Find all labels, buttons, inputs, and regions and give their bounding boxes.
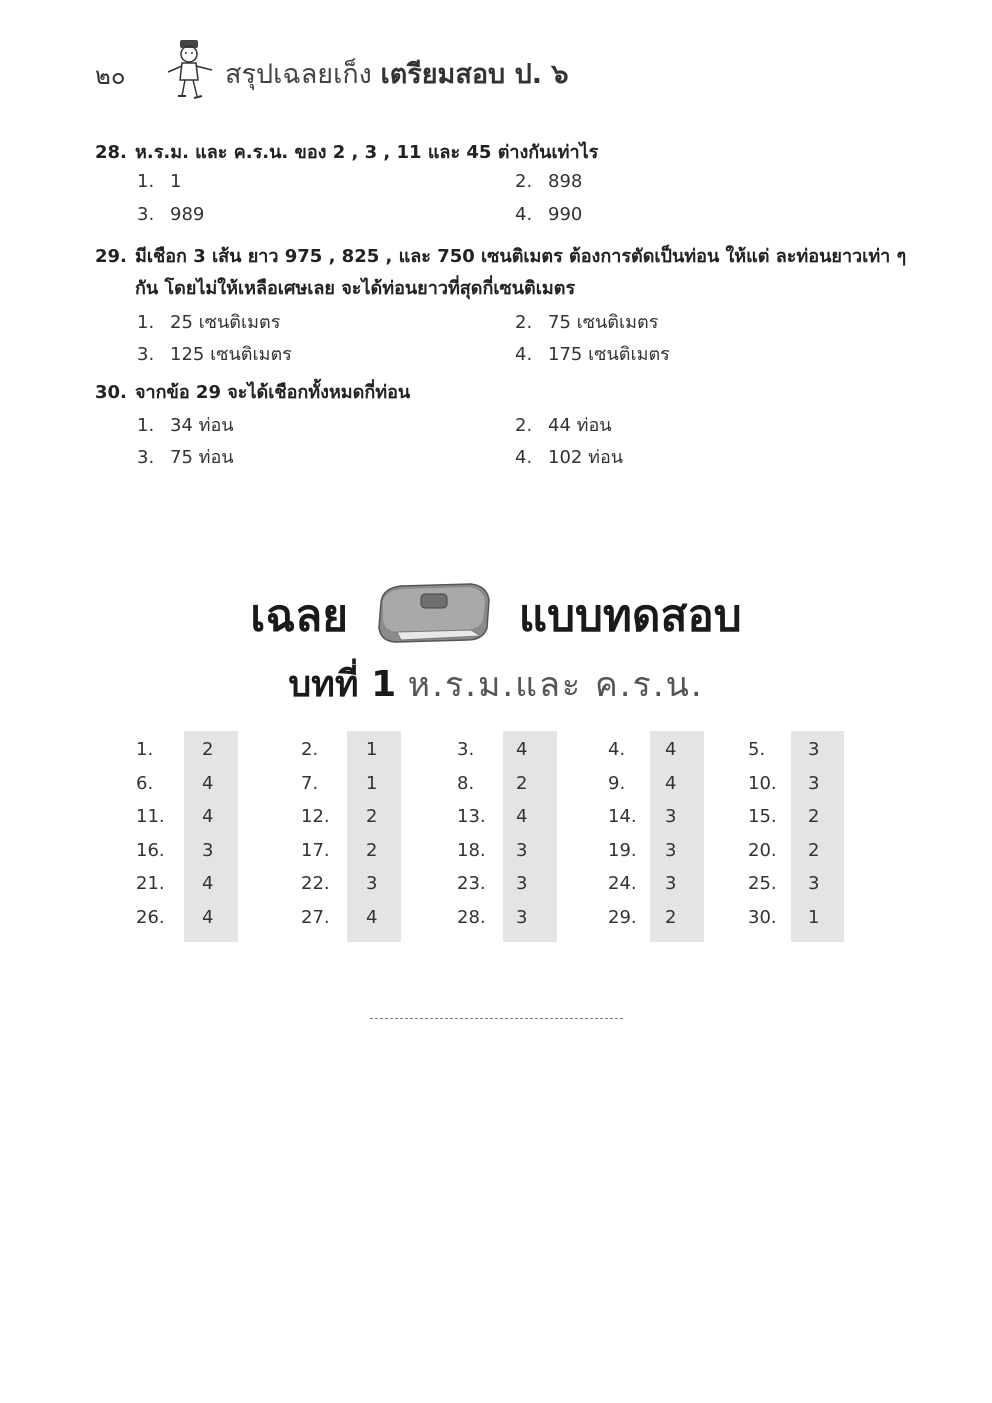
answer-key-question-number: 3. bbox=[457, 739, 475, 760]
answer-key-question-number: 23. bbox=[457, 873, 486, 894]
answer-key-answer: 3 bbox=[202, 840, 214, 861]
answer-key-answer: 3 bbox=[808, 873, 820, 894]
answer-key-answer: 3 bbox=[366, 873, 378, 894]
header-title-bold: เตรียมสอบ ป. ๖ bbox=[380, 59, 569, 90]
question-29-option-3: 3. 125 เซนติเมตร bbox=[137, 344, 292, 365]
question-number: 28. bbox=[95, 142, 127, 163]
question-28-option-1: 1. 1 bbox=[137, 171, 182, 192]
question-29-stem-line-2: กัน โดยไม่ให้เหลือเศษเลย จะได้ท่อนยาวที่สุดกี่เซนติเมตร bbox=[135, 278, 576, 299]
answer-key-answer: 2 bbox=[366, 806, 378, 827]
answer-key-answer: 1 bbox=[808, 907, 820, 928]
answer-key-answer: 4 bbox=[366, 907, 378, 928]
answer-key-subtitle bbox=[0, 655, 992, 712]
answer-key-answer: 3 bbox=[808, 773, 820, 794]
header-title-prefix: สรุปเฉลยเก็ง bbox=[225, 59, 372, 90]
answer-key-question-number: 14. bbox=[608, 806, 637, 827]
answer-key-answer: 2 bbox=[665, 907, 677, 928]
question-28-option-3: 3. 989 bbox=[137, 204, 205, 225]
chapter-label: บทที่ 1 bbox=[288, 664, 397, 705]
question-29-option-1: 1. 25 เซนติเมตร bbox=[137, 312, 281, 333]
answer-key-question-number: 19. bbox=[608, 840, 637, 861]
answer-key-question-number: 1. bbox=[136, 739, 154, 760]
answer-key-question-number: 12. bbox=[301, 806, 330, 827]
answer-key-answer: 4 bbox=[516, 739, 528, 760]
question-number: 29. bbox=[95, 246, 127, 267]
question-30-option-2: 2. 44 ท่อน bbox=[515, 415, 612, 436]
answer-key-answer: 2 bbox=[808, 806, 820, 827]
answer-key-question-number: 9. bbox=[608, 773, 626, 794]
answer-key-answer: 2 bbox=[366, 840, 378, 861]
answer-key-question-number: 7. bbox=[301, 773, 319, 794]
answer-key-question-number: 13. bbox=[457, 806, 486, 827]
answer-key-question-number: 24. bbox=[608, 873, 637, 894]
answer-key-title-left: เฉลย bbox=[250, 590, 349, 642]
answer-key-answer: 3 bbox=[665, 873, 677, 894]
answer-key-answer: 3 bbox=[665, 806, 677, 827]
page-number: ๒๐ bbox=[95, 62, 126, 90]
header-title bbox=[225, 52, 569, 95]
question-29-option-2: 2. 75 เซนติเมตร bbox=[515, 312, 659, 333]
answer-key-title bbox=[0, 580, 992, 650]
question-30-option-1: 1. 34 ท่อน bbox=[137, 415, 234, 436]
question-28-stem bbox=[95, 137, 598, 166]
answer-key-answer: 4 bbox=[202, 773, 214, 794]
answer-key-question-number: 2. bbox=[301, 739, 319, 760]
answer-key-question-number: 6. bbox=[136, 773, 154, 794]
answer-key-answer: 3 bbox=[516, 907, 528, 928]
question-text: จากข้อ 29 จะได้เชือกทั้งหมดกี่ท่อน bbox=[135, 382, 411, 403]
answer-key-answer: 2 bbox=[516, 773, 528, 794]
answer-key-answer: 3 bbox=[665, 840, 677, 861]
answer-key-question-number: 27. bbox=[301, 907, 330, 928]
answer-key-question-number: 29. bbox=[608, 907, 637, 928]
question-30-option-3: 3. 75 ท่อน bbox=[137, 447, 234, 468]
question-30-option-4: 4. 102 ท่อน bbox=[515, 447, 624, 468]
answer-key-question-number: 11. bbox=[136, 806, 165, 827]
question-text: ห.ร.ม. และ ค.ร.น. ของ 2 , 3 , 11 และ 45 ต่างกันเท่าไร bbox=[135, 142, 599, 163]
answer-key-answer: 1 bbox=[366, 773, 378, 794]
answer-key-question-number: 4. bbox=[608, 739, 626, 760]
question-28-option-2: 2. 898 bbox=[515, 171, 583, 192]
answer-key-question-number: 25. bbox=[748, 873, 777, 894]
question-29-stem bbox=[95, 241, 906, 270]
answer-key-answer: 2 bbox=[202, 739, 214, 760]
answer-key-answer: 3 bbox=[808, 739, 820, 760]
answer-key-answer: 4 bbox=[202, 873, 214, 894]
answer-key-question-number: 16. bbox=[136, 840, 165, 861]
separator-line bbox=[370, 1018, 623, 1019]
answer-key-answer: 4 bbox=[665, 739, 677, 760]
answer-key-question-number: 18. bbox=[457, 840, 486, 861]
answer-key-answer: 4 bbox=[202, 806, 214, 827]
answer-key-question-number: 20. bbox=[748, 840, 777, 861]
answer-key-question-number: 5. bbox=[748, 739, 766, 760]
mascot-illustration bbox=[160, 38, 220, 108]
question-number: 30. bbox=[95, 382, 127, 403]
answer-key-answer: 3 bbox=[516, 840, 528, 861]
answer-column-background bbox=[503, 731, 557, 942]
answer-key-answer: 4 bbox=[202, 907, 214, 928]
answer-key-question-number: 26. bbox=[136, 907, 165, 928]
answer-key-question-number: 30. bbox=[748, 907, 777, 928]
answer-key-question-number: 28. bbox=[457, 907, 486, 928]
book-icon bbox=[371, 580, 495, 657]
answer-key-answer: 3 bbox=[516, 873, 528, 894]
answer-key-question-number: 10. bbox=[748, 773, 777, 794]
answer-key-question-number: 15. bbox=[748, 806, 777, 827]
answer-key-question-number: 22. bbox=[301, 873, 330, 894]
answer-key-answer: 2 bbox=[808, 840, 820, 861]
answer-key-title-right: แบบทดสอบ bbox=[518, 590, 742, 642]
question-29-option-4: 4. 175 เซนติเมตร bbox=[515, 344, 670, 365]
answer-key-question-number: 21. bbox=[136, 873, 165, 894]
answer-key-answer: 4 bbox=[665, 773, 677, 794]
answer-key-question-number: 8. bbox=[457, 773, 475, 794]
answer-column-background bbox=[650, 731, 704, 942]
answer-key-answer: 1 bbox=[366, 739, 378, 760]
question-text: มีเชือก 3 เส้น ยาว 975 , 825 , และ 750 เซนติเมตร ต้องการตัดเป็นท่อน ให้แต่ ละท่อนยาวเท่า ๆ bbox=[135, 246, 907, 267]
chapter-topic: ห.ร.ม.และ ค.ร.น. bbox=[407, 665, 704, 705]
question-30-stem bbox=[95, 377, 410, 406]
answer-key-answer: 4 bbox=[516, 806, 528, 827]
answer-key-question-number: 17. bbox=[301, 840, 330, 861]
question-28-option-4: 4. 990 bbox=[515, 204, 583, 225]
